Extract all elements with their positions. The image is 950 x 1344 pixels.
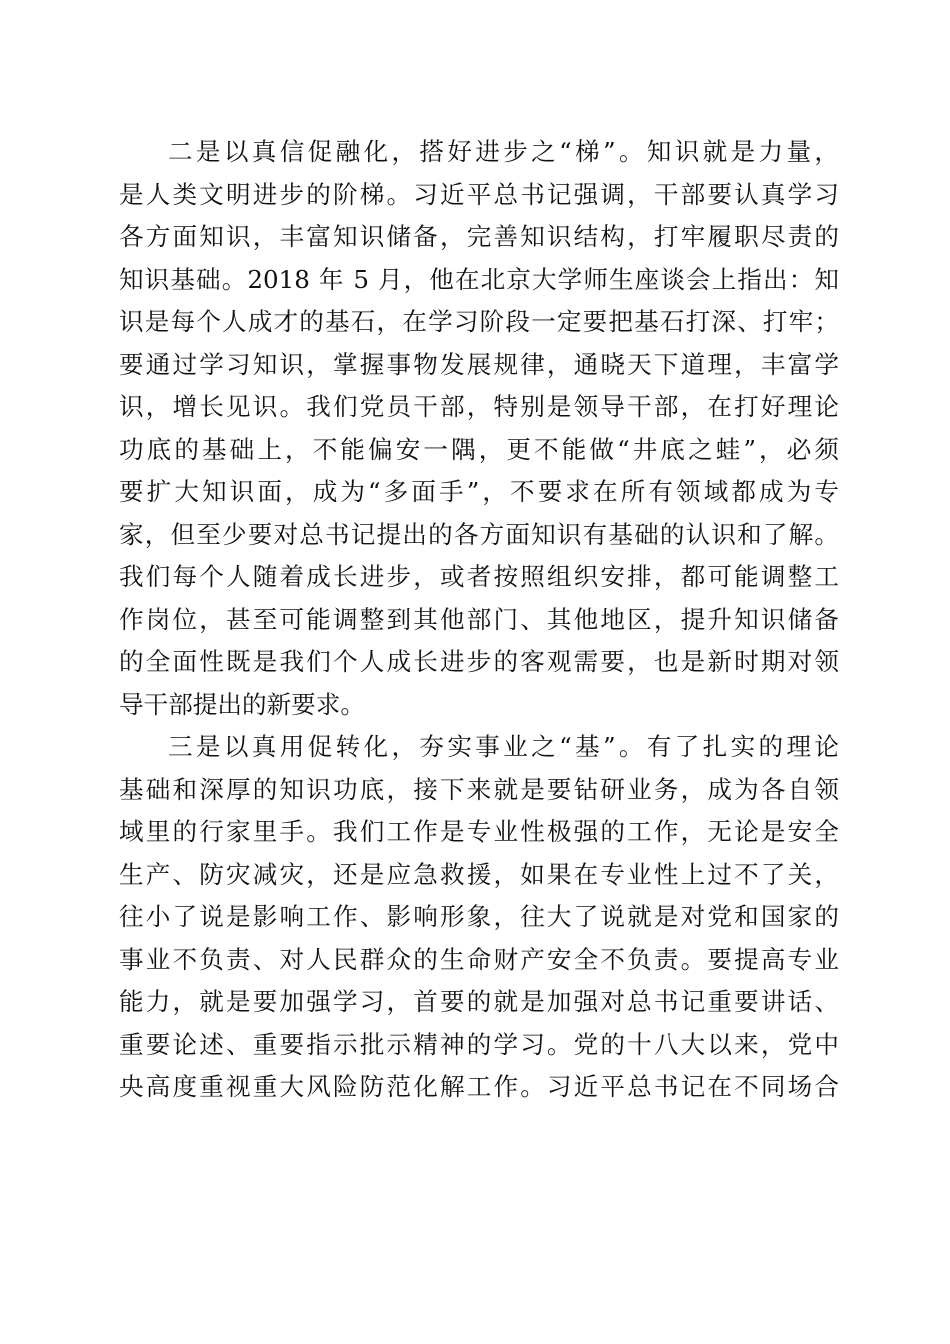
paragraph-2-line: 重要论述、重要指示批示精神的学习。党的十八大以来，党中 — [119, 1029, 839, 1059]
paragraph-1-line: 作岗位，甚至可能调整到其他部门、其他地区，提升知识储备 — [119, 604, 839, 634]
document-body — [119, 131, 839, 1109]
paragraph-2-line: 基础和深厚的知识功底，接下来就是要钻研业务，成为各自领 — [119, 774, 839, 804]
paragraph-1-line: 功底的基础上，不能偏安一隅，更不能做“井底之蛙”，必须 — [119, 434, 839, 464]
paragraph-2 — [119, 726, 839, 1109]
paragraph-2-line: 域里的行家里手。我们工作是专业性极强的工作，无论是安全 — [119, 817, 839, 846]
paragraph-1-line: 识，增长见识。我们党员干部，特别是领导干部，在打好理论 — [119, 392, 839, 421]
paragraph-2-line: 生产、防灾减灾，还是应急救援，如果在专业性上过不了关， — [119, 859, 839, 889]
paragraph-1-line: 二是以真信促融化，搭好进步之“梯”。知识就是力量， — [168, 137, 839, 166]
paragraph-2-line: 能力，就是要加强学习，首要的就是加强对总书记重要讲话、 — [119, 987, 839, 1016]
paragraph-2-line: 央高度重视重大风险防范化解工作。习近平总书记在不同场合 — [119, 1072, 839, 1101]
paragraph-1-line: 导干部提出的新要求。 — [119, 689, 365, 719]
paragraph-1-line: 知识基础。2018 年 5 月，他在北京大学师生座谈会上指出：知 — [119, 264, 839, 294]
paragraph-2-line: 往小了说是影响工作、影响形象，往大了说就是对党和国家的 — [119, 902, 839, 931]
paragraph-1-line: 要通过学习知识，掌握事物发展规律，通晓天下道理，丰富学 — [119, 349, 839, 379]
paragraph-2-line: 事业不负责、对人民群众的生命财产安全不负责。要提高专业 — [119, 944, 839, 974]
paragraph-1-line: 的全面性既是我们个人成长进步的客观需要，也是新时期对领 — [119, 647, 839, 676]
paragraph-1-line: 是人类文明进步的阶梯。习近平总书记强调，干部要认真学习 — [119, 179, 839, 209]
paragraph-1-line: 我们每个人随着成长进步，或者按照组织安排，都可能调整工 — [119, 562, 839, 591]
paragraph-1-line: 各方面知识，丰富知识储备，完善知识结构，打牢履职尽责的 — [119, 222, 839, 251]
paragraph-2-line: 三是以真用促转化，夯实事业之“基”。有了扎实的理论 — [168, 732, 839, 761]
paragraph-1-line: 家，但至少要对总书记提出的各方面知识有基础的认识和了解。 — [119, 519, 839, 549]
paragraph-1 — [119, 131, 839, 726]
paragraph-1-line: 要扩大知识面，成为“多面手”，不要求在所有领域都成为专 — [119, 477, 839, 506]
paragraph-1-line: 识是每个人成才的基石，在学习阶段一定要把基石打深、打牢； — [119, 307, 839, 336]
